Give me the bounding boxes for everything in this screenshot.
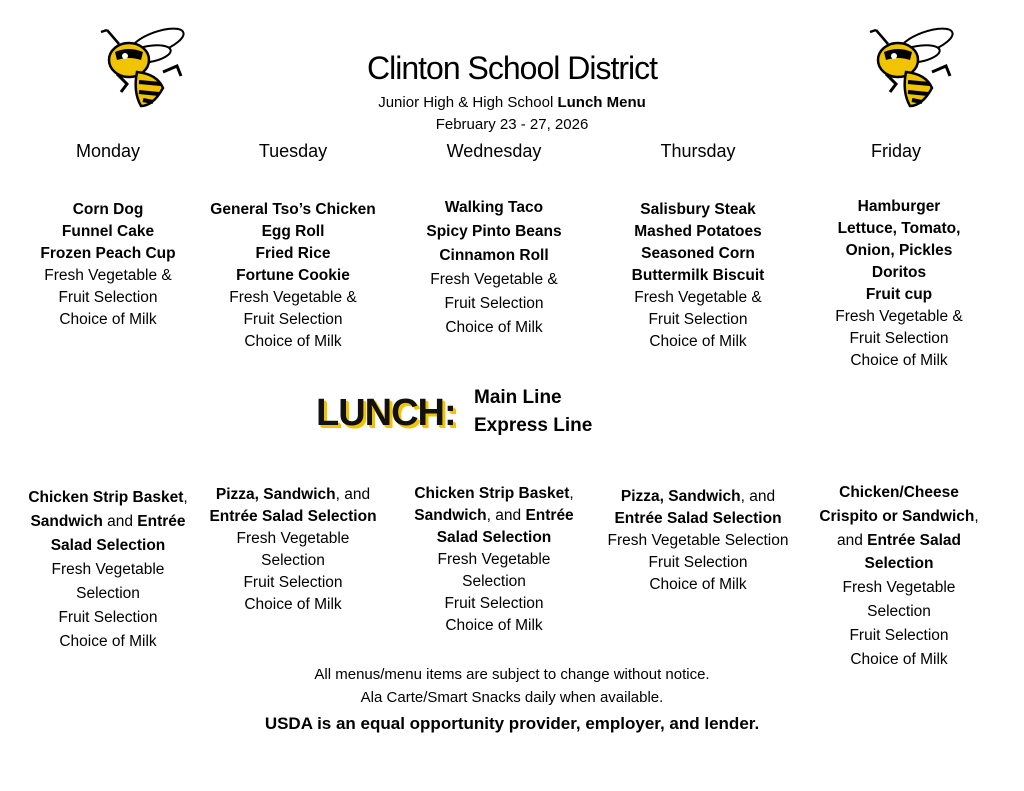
express-line-wednesday: Chicken Strip Basket, Sandwich, and Entrée Salad Selection Fresh Vegetable Selection Fruit Selection Choice of Milk: [414, 485, 574, 634]
main-line-monday: Corn Dog Funnel Cake Frozen Peach Cup Fresh Vegetable & Fruit Selection Choice of Milk: [40, 201, 176, 328]
footer-change-notice: All menus/menu items are subject to change without notice.: [314, 666, 710, 683]
day-thursday: Thursday: [660, 141, 736, 161]
express-line-thursday: Pizza, Sandwich, and Entrée Salad Selection Fresh Vegetable Selection Fruit Selection Choice of Milk: [607, 488, 789, 593]
footer-ala-carte: Ala Carte/Smart Snacks daily when available.: [360, 689, 664, 706]
main-line-friday: Hamburger Lettuce, Tomato, Onion, Pickles Doritos Fruit cup Fresh Vegetable & Fruit Selection Choice of Milk: [835, 198, 963, 369]
day-wednesday: Wednesday: [446, 141, 542, 161]
day-monday: Monday: [75, 141, 141, 161]
day-tuesday: Tuesday: [258, 141, 328, 161]
page-subtitle: Junior High & High School Lunch Menu: [378, 94, 646, 111]
express-line-tuesday: Pizza, Sandwich, and Entrée Salad Selection Fresh Vegetable Selection Fruit Selection Choice of Milk: [209, 486, 377, 613]
menu-dates: February 23 - 27, 2026: [435, 116, 589, 133]
page-title: Clinton School District: [367, 50, 657, 86]
express-line-label: Express Line: [474, 415, 593, 436]
main-line-tuesday: General Tso’s Chicken Egg Roll Fried Rice Fortune Cookie Fresh Vegetable & Fruit Selection Choice of Milk: [210, 201, 376, 350]
express-line-monday: Chicken Strip Basket, Sandwich and Entrée Salad Selection Fresh Vegetable Selection Fruit Selection Choice of Milk: [28, 489, 188, 650]
main-line-wednesday: Walking Taco Spicy Pinto Beans Cinnamon Roll Fresh Vegetable & Fruit Selection Choice of Milk: [426, 199, 562, 336]
lunch-label: LUNCH:: [316, 392, 456, 434]
main-line-label: Main Line: [474, 387, 562, 408]
footer-usda-statement: USDA is an equal opportunity provider, employer, and lender.: [264, 714, 760, 733]
express-line-friday: Chicken/Cheese Crispito or Sandwich, and Entrée Salad Selection Fresh Vegetable Selection Fruit Selection Choice of Milk: [819, 484, 979, 668]
day-friday: Friday: [870, 141, 921, 161]
main-line-thursday: Salisbury Steak Mashed Potatoes Seasoned Corn Buttermilk Biscuit Fresh Vegetable & Fruit Selection Choice of Milk: [631, 201, 765, 350]
